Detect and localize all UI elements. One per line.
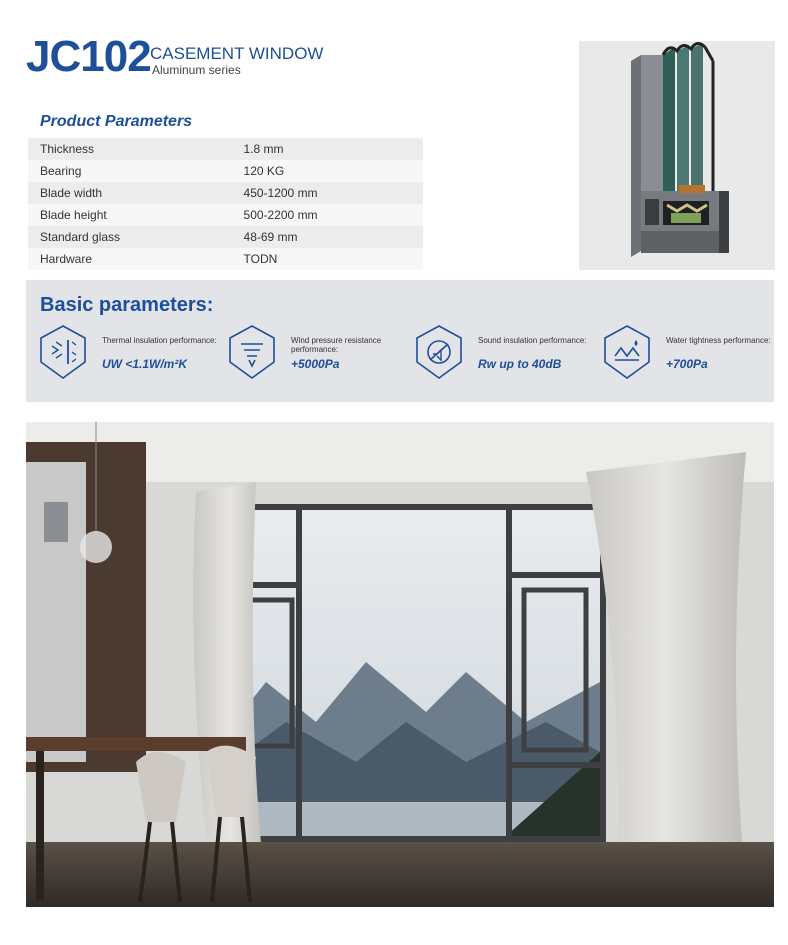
table-row (28, 182, 423, 204)
param-name: Bearing (28, 160, 226, 182)
param-name: Blade height (28, 204, 226, 226)
profile-section-image (579, 41, 775, 270)
table-row (28, 138, 423, 160)
feature-sound (414, 324, 599, 384)
table-row (28, 226, 423, 248)
feature-label: Sound insulation performance: (478, 336, 587, 345)
model-number: JC102 (26, 32, 151, 81)
feature-value: Rw up to 40dB (478, 357, 562, 371)
param-value: TODN (226, 248, 423, 270)
param-value: 48-69 mm (226, 226, 423, 248)
product-title: CASEMENT WINDOW (150, 44, 324, 63)
table-row (28, 248, 423, 270)
feature-value: UW <1.1W/m²K (102, 357, 188, 371)
param-value: 500-2200 mm (226, 204, 423, 226)
wind-icon (227, 324, 277, 380)
basic-parameters-heading: Basic parameters: (40, 294, 214, 316)
product-series: Aluminum series (152, 63, 241, 77)
feature-value: +700Pa (666, 357, 708, 371)
param-value: 1.8 mm (226, 138, 423, 160)
feature-water (602, 324, 787, 384)
param-name: Blade width (28, 182, 226, 204)
sound-icon (414, 324, 464, 380)
table-row (28, 160, 423, 182)
parameter-table (28, 138, 423, 270)
thermal-icon (38, 324, 88, 380)
param-value: 120 KG (226, 160, 423, 182)
room-photo (26, 422, 774, 907)
feature-value: +5000Pa (291, 357, 340, 371)
feature-wind (227, 324, 412, 384)
feature-label: Wind pressure resistance performance: (291, 336, 382, 354)
param-value: 450-1200 mm (226, 182, 423, 204)
water-icon (602, 324, 652, 380)
table-row (28, 204, 423, 226)
product-parameters-heading: Product Parameters (40, 113, 193, 130)
param-name: Hardware (28, 248, 226, 270)
basic-parameters-panel (26, 280, 774, 402)
feature-thermal (38, 324, 223, 384)
feature-label: Water tightness performance: (666, 336, 771, 345)
param-name: Standard glass (28, 226, 226, 248)
param-name: Thickness (28, 138, 226, 160)
feature-label: Thermal insulation performance: (102, 336, 217, 345)
